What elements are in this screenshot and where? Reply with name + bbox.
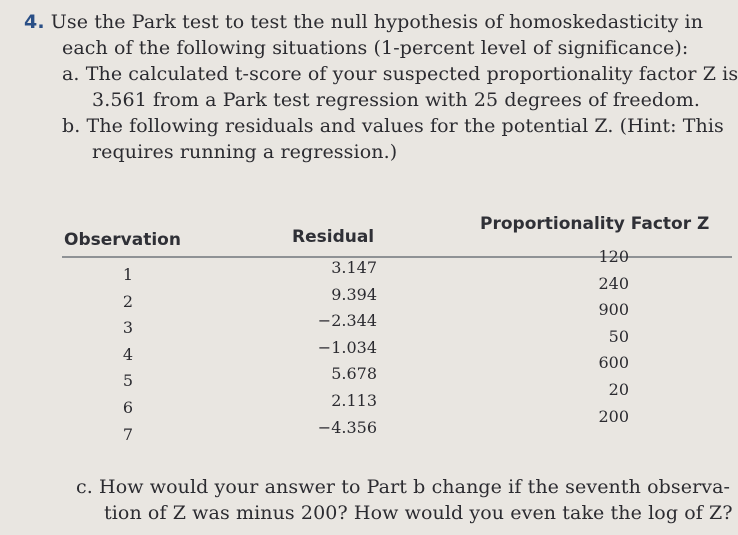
z-cell: 900: [598, 300, 629, 320]
residual-cell: 5.678: [331, 364, 377, 384]
observation-cell: 4: [122, 344, 134, 364]
observation-column: [120, 262, 136, 448]
residual-cell: 9.394: [331, 284, 377, 304]
intro-line-2: each of the following situations (1-percent level of significance):: [62, 37, 689, 59]
part-a-line-2: 3.561 from a Park test regression with 25 degrees of freedom.: [92, 89, 700, 111]
header-residual: Residual: [292, 227, 375, 247]
observation-cell: 1: [122, 265, 134, 284]
z-cell: 50: [608, 326, 629, 346]
residual-cell: −2.344: [317, 311, 377, 331]
observation-cell: 5: [122, 371, 134, 391]
z-cell: 120: [598, 247, 629, 266]
observation-cell: 6: [122, 397, 134, 417]
residual-cell: −1.034: [317, 337, 377, 357]
z-cell: 200: [598, 406, 629, 426]
z-column: [575, 244, 629, 430]
observation-cell: 2: [122, 291, 134, 311]
part-c-line-1: c. How would your answer to Part b change if the seventh observa-: [76, 476, 731, 498]
z-cell: 240: [598, 273, 629, 293]
part-c-label: c.: [76, 476, 93, 498]
z-cell: 600: [598, 353, 629, 373]
part-c-line-2: tion of Z was minus 200? How would you even take the log of Z?: [104, 502, 733, 524]
residual-column: [297, 255, 377, 441]
header-proportionality-factor: Proportionality Factor Z: [480, 214, 710, 234]
part-b-line-2: requires running a regression.): [92, 141, 398, 163]
residual-cell: −4.356: [317, 417, 377, 437]
part-b-label: b.: [62, 115, 81, 137]
problem-number: 4.: [24, 11, 45, 33]
part-b-line-1: b. The following residuals and values for the potential Z. (Hint: This: [62, 115, 724, 137]
residual-cell: 2.113: [331, 390, 377, 410]
z-cell: 20: [608, 379, 629, 399]
intro-line-1: 4. Use the Park test to test the null hypothesis of homoskedasticity in: [24, 11, 704, 33]
observation-cell: 3: [122, 318, 134, 338]
residual-cell: 3.147: [331, 258, 377, 277]
part-a-label: a.: [62, 63, 80, 85]
table-rule: [62, 256, 732, 258]
part-a-line-1: a. The calculated t-score of your suspected proportionality factor Z is: [62, 63, 738, 85]
header-observation: Observation: [64, 230, 181, 250]
observation-cell: 7: [122, 424, 134, 444]
